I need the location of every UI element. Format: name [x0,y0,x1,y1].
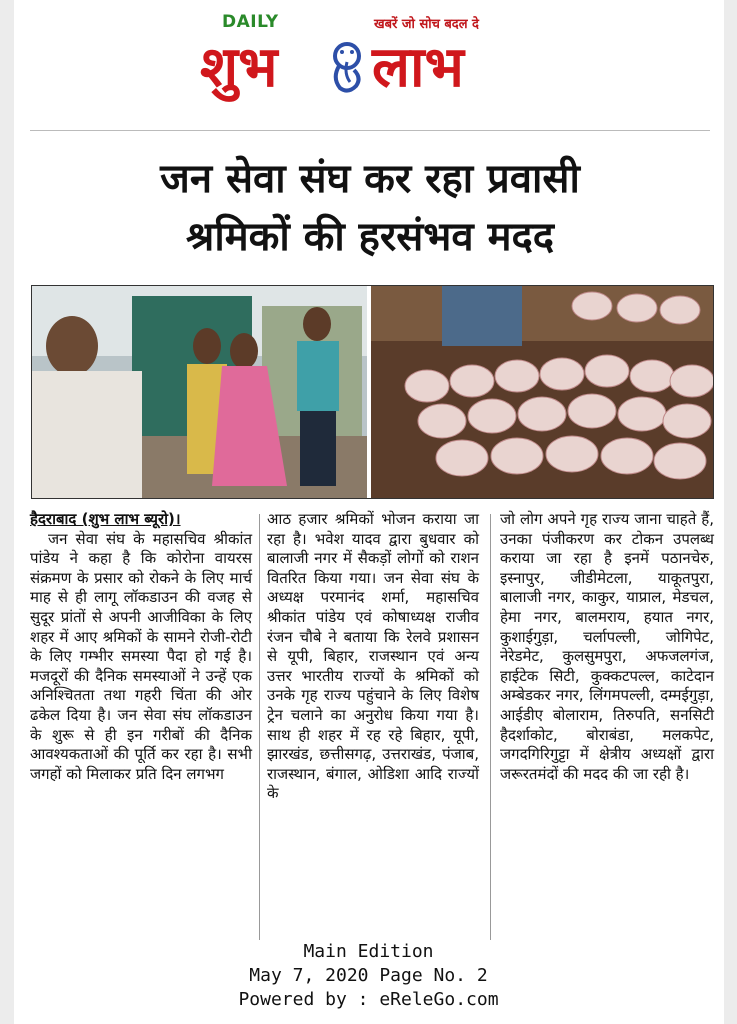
article-column-1 [30,510,252,784]
headline-line-2: श्रमिकों की हरसंभव मदद [186,214,554,260]
masthead-logo [196,6,526,110]
masthead-tagline: खबरें जो सोच बदल दे [374,17,479,32]
masthead-name-left: शुभ [200,35,278,100]
edition-name: Main Edition [303,941,434,962]
article-dateline: हैदराबाद (शुभ लाभ ब्यूरो)। [30,510,181,528]
article-column-2-text: आठ हजार श्रमिकों भोजन कराया जा रहा है। भवेश यादव द्वारा बुधवार को बालाजी नगर में सैकड़ों लोगों को राशन वितरित किया गया। जन सेवा संघ के अध्यक्ष परमानंद शर्मा, महासचिव श्रीकांत पांडेय एवं कोषाध्यक्ष राजीव रंजन चौबे ने बताया कि रेलवे प्रशासन से यूपी, बिहार, राजस्थान एवं अन्य उत्तर भारतीय राज्यों के श्रमिकों को उनके गृह राज्य पहुंचाने के लिए विशेष ट्रेन चलाने का अनुरोध किया गया है। साथ ही शहर में रह रहे बिहार, यूपी, झारखंड, छत्तीसगढ़, उत्तराखंड, पंजाब, राजस्थान, बंगाल, ओडिशा आदि राज्यों के [267,510,479,803]
article-photo [31,285,714,499]
column-divider [259,514,260,940]
article-column-2 [267,510,479,804]
ration-distribution-photo [32,286,713,498]
article-column-3-text: जो लोग अपने गृह राज्य जाना चाहते हैं, उनका पंजीकरण कर टोकन उपलब्ध कराया जा रहा है इनमें पठानचेरु, इस्नापुर, जीडीमेटला, याकूतपुरा, बालाजी नगर, काकुर, याप्राल, मेडचल, हेमा नगर, बालमराय, हयात नगर, कुशाईगुड़ा, चर्लापल्ली, जोगिपेट, नेरेडमेट, कुलसुमपुरा, अफजलगंज, हाईटेक सिटी, कुक्कटपल्ल, काटेदान अम्बेडकर नगर, लिंगमपल्ली, दम्मईगुड़ा, आईडीए बोलाराम, तिरुपति, सनसिटी हैदर्शाकोट, बोराबंडा, मलकपेट, जगदगिरिगुट्टा में क्षेत्रीय अध्यक्षों द्वारा जरूरतमंदों की मदद की जा रही है। [500,510,714,783]
edition-footer [150,940,587,1012]
masthead-daily: DAILY [222,12,279,32]
headline [40,150,700,266]
edition-date-page: May 7, 2020 Page No. 2 [249,965,488,986]
masthead-name-right: लाभ [372,35,464,100]
article-column-3 [500,510,714,784]
headline-line-1: जन सेवा संघ कर रहा प्रवासी [160,156,580,202]
header-divider [30,130,710,131]
powered-by: Powered by : eReleGo.com [238,989,499,1010]
article-column-1-text: जन सेवा संघ के महासचिव श्रीकांत पांडेय ने कहा है कि कोरोना वायरस संक्रमण के प्रसार को रोकने के लिए मार्च माह से ही लागू लॉकडाउन की वजह से सुदूर प्रांतों से अपनी आजीविका के लिए शहर में आए श्रमिकों के सामने रोजी-रोटी के लिए गम्भीर समस्या पैदा हो गई है। मजदूरों की दैनिक समस्याओं ने उन्हें एक अनिश्चितता तथा गहरी चिंता की ओर ढकेल दिया है। जन सेवा संघ लॉकडाउन के शुरू से ही इन गरीबों की दैनिक आवश्यकताओं की पूर्ति कर रहा है। सभी जगहों को मिलाकर प्रति दिन लगभग [30,529,252,783]
column-divider [490,514,491,940]
ganesha-emblem-icon [326,38,368,96]
